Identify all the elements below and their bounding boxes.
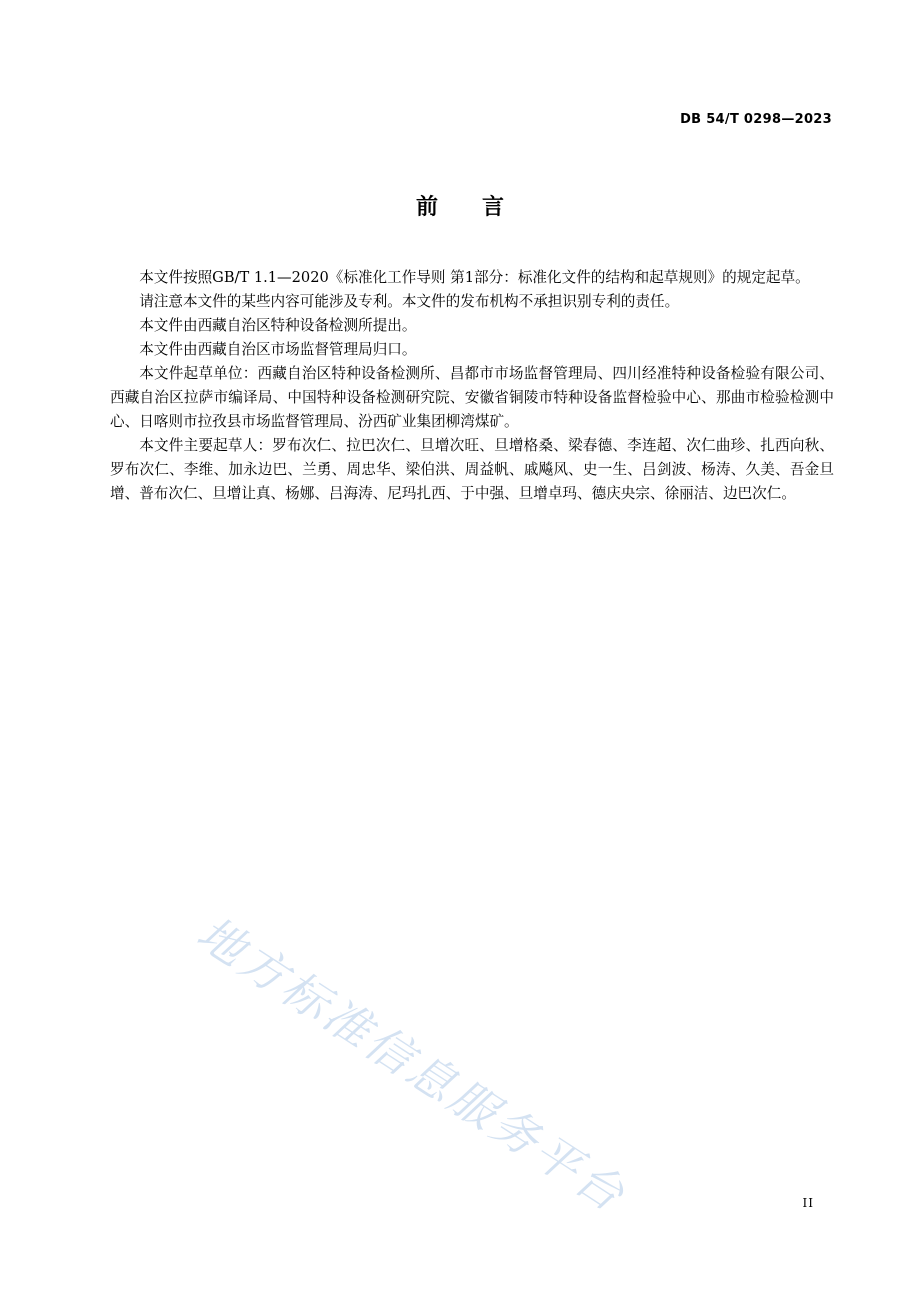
paragraph-proposer: 本文件由西藏自治区特种设备检测所提出。 xyxy=(139,317,417,334)
page-number: II xyxy=(802,1196,814,1210)
document-code: DB 54/T 0298—2023 xyxy=(680,112,832,127)
paragraph-centralized-unit: 本文件由西藏自治区市场监督管理局归口。 xyxy=(139,341,417,358)
paragraph-standard-basis: 本文件按照GB/T 1.1—2020《标准化工作导则 第1部分：标准化文件的结构和起草规则》的规定起草。 xyxy=(139,269,810,286)
paragraph-drafting-units: 本文件起草单位：西藏自治区特种设备检测所、昌都市市场监督管理局、四川经准特种设备检验有限公司、西藏自治区拉萨市编译局、中国特种设备检测研究院、安徽省铜陵市特种设备监督检验中心、那曲市检验检测中心、日喀则市拉孜县市场监督管理局、汾西矿业集团柳湾煤矿。 xyxy=(110,365,834,430)
paragraph-patent-notice: 请注意本文件的某些内容可能涉及专利。本文件的发布机构不承担识别专利的责任。 xyxy=(139,293,680,310)
page-title: 前言 xyxy=(415,195,548,220)
watermark: 地方标准信息服务平台 xyxy=(187,905,637,1224)
paragraph-drafters: 本文件主要起草人：罗布次仁、拉巴次仁、旦增次旺、旦增格桑、梁春德、李连超、次仁曲珍、扎西向秋、罗布次仁、李维、加永边巴、兰勇、周忠华、梁伯洪、周益帆、戚飚风、史一生、吕剑波、杨涛、久美、吾金旦增、普布次仁、旦增让真、杨娜、吕海涛、尼玛扎西、于中强、旦增卓玛、德庆央宗、徐丽洁、边巴次仁。 xyxy=(110,437,834,502)
foreword-body xyxy=(110,266,834,506)
